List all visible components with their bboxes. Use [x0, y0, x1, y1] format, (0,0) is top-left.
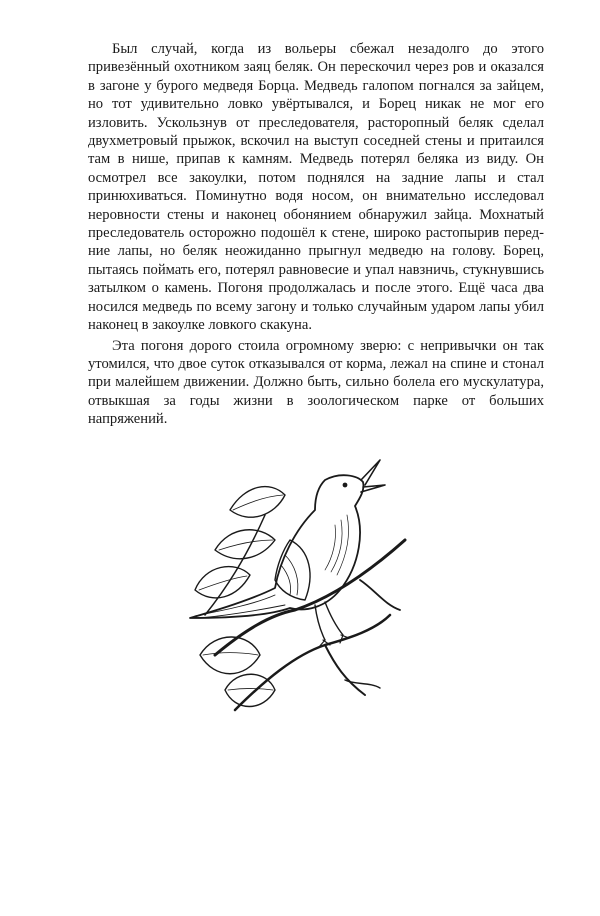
bird-on-branch-drawing — [175, 440, 425, 725]
bird-leg-1 — [315, 605, 325, 640]
paragraph-2: Эта погоня дорого стоила огромному зверю: с непривычки он так утомился, что двое суток отказывался от корма, лежал на спине и стонал при малейшем движении. Должно быть, сильно болела его мускулатура, отвыкшая за годы жизни в зоологическом парке от больших напряжений. — [88, 337, 544, 428]
paragraph-1: Был случай, когда из вольеры сбежал незадолго до этого привезённый охотником заяц беляк. Он перескочил через ров и оказался в загоне у бурого медведя Борца. Медведь галопом погнался за зайцем, но тот удивительно ловко увёртывался, и Борец никак не мог его изловить. Ускользнув от преследователя, расторопный беляк сделал двухметровый прыжок, вскочил на выступ соседней стены и притаился там в нише, припав к камням. Медведь потерял беляка из виду. Он осмотрел все закоулки, потом поднялся на задние лапы и стал принюхиваться. Поминутно водя носом, он внимательно исследовал неровности стены и наконец обонянием обнаружил зайца. Мохнатый преследователь осторожно подошёл к стене, широко растопырив передние лапы, но беляк неожиданно прыгнул медведю на голову. Борец, пытаясь поймать его, потерял равновесие и упал навзничь, стукнувшись затылком о камень. Погоня продолжалась и после этого. Ещё часа два носился медведь по всему загону и только случайным ударом лапы убил наконец в закоулке ловкого скакуна. — [88, 41, 544, 334]
twig-bottom-2 — [345, 680, 380, 688]
bird-leg-2 — [325, 602, 343, 635]
twig-right — [360, 580, 400, 610]
bird-illustration — [175, 440, 425, 725]
bird-beak-upper — [361, 460, 380, 485]
twig-bottom — [325, 645, 365, 695]
bird-beak-lower — [361, 485, 385, 492]
branch-lower — [235, 615, 390, 710]
body-text — [88, 40, 544, 429]
bird-body — [190, 475, 363, 618]
bird-eye — [343, 483, 348, 488]
leaf-5 — [225, 674, 275, 706]
leaf-1 — [230, 487, 285, 518]
